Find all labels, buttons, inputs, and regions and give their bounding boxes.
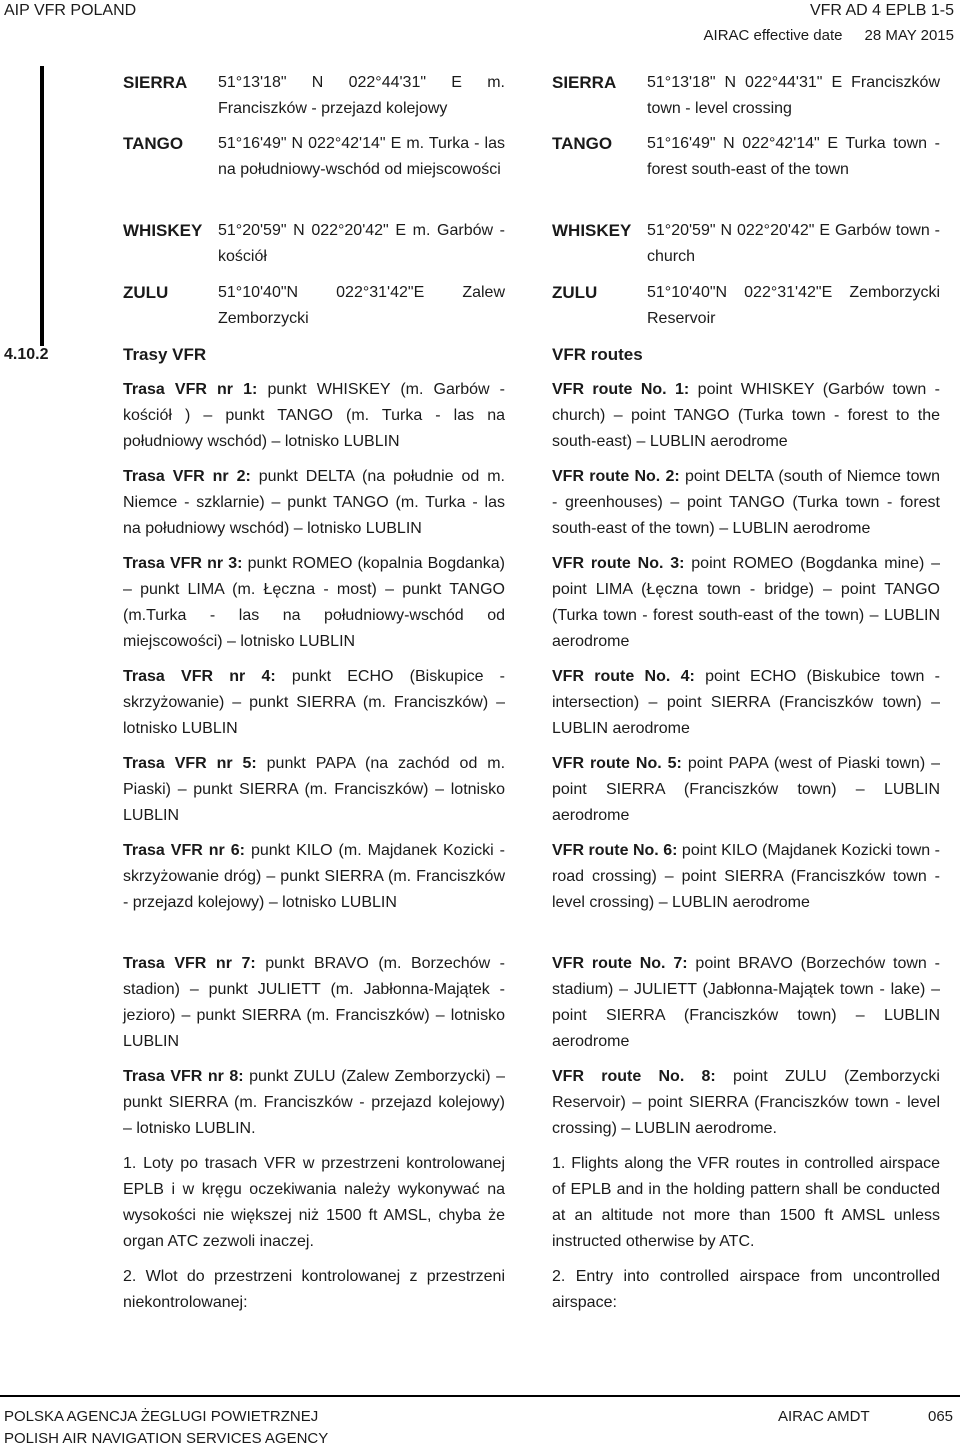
note-2-en: 2. Entry into controlled airspace from uncontrolled airspace: (552, 1268, 940, 1311)
route-label: Trasa VFR nr 8: (123, 1068, 244, 1085)
waypoint-whiskey-en (552, 218, 940, 270)
route-4-en (552, 664, 940, 742)
waypoint-tango-en (552, 131, 940, 183)
route-label: Trasa VFR nr 4: (123, 668, 276, 685)
footer-rule (0, 1395, 960, 1397)
waypoint-sierra-en (552, 70, 940, 122)
waypoint-text: 51°10'40"N 022°31'42"E Zemborzycki Reservoir (647, 284, 940, 327)
route-label: Trasa VFR nr 5: (123, 755, 257, 772)
route-3-en (552, 551, 940, 655)
waypoint-whiskey-pl (123, 218, 505, 270)
route-2-pl (123, 464, 505, 542)
route-label: VFR route No. 3: (552, 555, 685, 572)
route-label: VFR route No. 7: (552, 955, 688, 972)
route-text: punkt DELTA (na południe od m. Niemce - szklarnie) – punkt TANGO (m. Turka - las na południowy wschód) – lotnisko LUBLIN (123, 468, 505, 537)
change-bar (40, 66, 44, 346)
route-6-en (552, 838, 940, 916)
route-label: VFR route No. 5: (552, 755, 682, 772)
route-7-en (552, 951, 940, 1055)
waypoint-name: TANGO (552, 134, 613, 153)
waypoint-name: ZULU (123, 283, 169, 302)
route-label: Trasa VFR nr 7: (123, 955, 256, 972)
note-1-pl: 1. Loty po trasach VFR w przestrzeni kontrolowanej EPLB i w kręgu oczekiwania należy wykonywać na wysokości nie większej niż 1500 ft AMSL, chyba że organ ATC zezwoli inaczej. (123, 1155, 505, 1250)
route-8-pl (123, 1064, 505, 1142)
route-text: punkt ECHO (Biskupice - skrzyżowanie) – punkt SIERRA (m. Franciszków) – lotnisko LUBLIN (123, 668, 506, 737)
route-label: VFR route No. 8: (552, 1068, 716, 1085)
route-label: Trasa VFR nr 6: (123, 842, 245, 859)
route-text: punkt WHISKEY (m. Garbów - kościół ) – punkt TANGO (m. Turka - las na południowy wschód) – lotnisko LUBLIN (123, 381, 506, 450)
column-english (552, 0, 940, 1395)
waypoint-name: SIERRA (123, 73, 188, 92)
route-5-pl (123, 751, 505, 829)
route-3-pl (123, 551, 505, 655)
route-7-pl (123, 951, 505, 1055)
waypoint-text: 51°20'59" N 022°20'42" E m. Garbów - kościół (218, 222, 505, 265)
waypoint-text: 51°10'40"N 022°31'42"E Zalew Zemborzycki (218, 284, 505, 327)
route-text: point ECHO (Biskubice town - intersection) – point SIERRA (Franciszków town) – LUBLIN aerodrome (552, 668, 941, 737)
column-polish (123, 0, 505, 1395)
route-text: point ROMEO (Bogdanka mine) – point LIMA (Łęczna town - bridge) – point TANGO (Turka town - forest south-east of the town) – LUBLIN aerodrome (552, 555, 940, 650)
route-label: VFR route No. 1: (552, 381, 690, 398)
footer-amendment: AIRAC AMDT (778, 1408, 870, 1425)
route-text: punkt ROMEO (kopalnia Bogdanka) – punkt LIMA (m. Łęczna - most) – punkt TANGO (m.Turka - las na południowy-wschód od miejscowości) – lotnisko LUBLIN (123, 555, 506, 650)
waypoint-text: 51°16'49" N 022°42'14" E m. Turka - las na południowy-wschód od miejscowości (218, 135, 505, 178)
waypoint-text: 51°20'59" N 022°20'42" E Garbów town - church (647, 222, 940, 265)
footer-agency-en: POLISH AIR NAVIGATION SERVICES AGENCY (4, 1430, 329, 1447)
route-text: point KILO (Majdanek Kozicki town - road crossing) – point SIERRA (Franciszków town - level crossing) – LUBLIN aerodrome (552, 842, 940, 911)
route-label: VFR route No. 4: (552, 668, 695, 685)
section-title-en: VFR routes (552, 345, 643, 364)
waypoint-text: 51°13'18" N 022°44'31" E Franciszków town - level crossing (647, 74, 940, 117)
route-1-en (552, 377, 940, 455)
waypoint-name: TANGO (123, 134, 184, 153)
header-publication: AIP VFR POLAND (4, 2, 137, 19)
route-text: point DELTA (south of Niemce town - greenhouses) – point TANGO (Turka town - forest south-east of the town) – LUBLIN aerodrome (552, 468, 940, 537)
waypoint-zulu-pl (123, 280, 505, 332)
waypoint-zulu-en (552, 280, 940, 332)
route-text: point WHISKEY (Garbów town - church) – point TANGO (Turka town - forest to the south-east) – LUBLIN aerodrome (552, 381, 940, 450)
route-label: Trasa VFR nr 1: (123, 381, 258, 398)
route-label: Trasa VFR nr 3: (123, 555, 243, 572)
waypoint-name: WHISKEY (123, 221, 203, 240)
route-8-en (552, 1064, 940, 1142)
footer-amendment-number: 065 (928, 1408, 954, 1425)
route-text: point ZULU (Zemborzycki Reservoir) – point SIERRA (Franciszków town - level crossing) – LUBLIN aerodrome. (552, 1068, 940, 1137)
route-4-pl (123, 664, 505, 742)
waypoint-name: SIERRA (552, 73, 617, 92)
route-text: point BRAVO (Borzechów town - stadium) – JULIETT (Jabłonna-Majątek town - lake) – point SIERRA (Franciszków town) – LUBLIN aerodrome (552, 955, 940, 1050)
route-text: punkt BRAVO (m. Borzechów - stadion) – punkt JULIETT (m. Jabłonna-Majątek - jezioro) – punkt SIERRA (m. Franciszków) – lotnisko LUBLIN (123, 955, 506, 1050)
route-5-en (552, 751, 940, 829)
waypoint-sierra-pl (123, 70, 505, 122)
route-6-pl (123, 838, 505, 916)
footer-agency-pl: POLSKA AGENCJA ŻEGLUGI POWIETRZNEJ (4, 1408, 319, 1425)
note-2-pl: 2. Wlot do przestrzeni kontrolowanej z przestrzeni niekontrolowanej: (123, 1268, 505, 1311)
airac-effective-date: 28 MAY 2015 (864, 27, 954, 44)
note-1-en: 1. Flights along the VFR routes in controlled airspace of EPLB and in the holding pattern shall be conducted at an altitude not more than 1500 ft AMSL unless instructed otherwise by ATC. (552, 1155, 940, 1250)
route-text: punkt ZULU (Zalew Zemborzycki) – punkt SIERRA (m. Franciszków - przejazd kolejowy) – lotnisko LUBLIN. (123, 1068, 506, 1137)
section-title-pl: Trasy VFR (123, 345, 207, 364)
route-2-en (552, 464, 940, 542)
route-1-pl (123, 377, 505, 455)
route-text: punkt PAPA (na zachód od m. Piaski) – punkt SIERRA (m. Franciszków) – lotnisko LUBLIN (123, 755, 506, 824)
airac-effective-label: AIRAC effective date (703, 27, 843, 44)
route-label: VFR route No. 6: (552, 842, 678, 859)
route-text: point PAPA (west of Piaski town) – point SIERRA (Franciszków town) – LUBLIN aerodrome (552, 755, 941, 824)
waypoint-name: ZULU (552, 283, 598, 302)
header-section-code: VFR AD 4 EPLB 1-5 (809, 2, 954, 19)
route-text: punkt KILO (m. Majdanek Kozicki - skrzyżowanie dróg) – punkt SIERRA (m. Franciszków - przejazd kolejowy) – lotnisko LUBLIN (123, 842, 505, 911)
waypoint-tango-pl (123, 131, 505, 183)
route-label: VFR route No. 2: (552, 468, 680, 485)
waypoint-name: WHISKEY (552, 221, 632, 240)
waypoint-text: 51°16'49" N 022°42'14" E Turka town - forest south-east of the town (647, 135, 940, 178)
waypoint-text: 51°13'18" N 022°44'31" E m. Franciszków - przejazd kolejowy (218, 74, 505, 117)
route-label: Trasa VFR nr 2: (123, 468, 251, 485)
section-number: 4.10.2 (4, 346, 49, 363)
